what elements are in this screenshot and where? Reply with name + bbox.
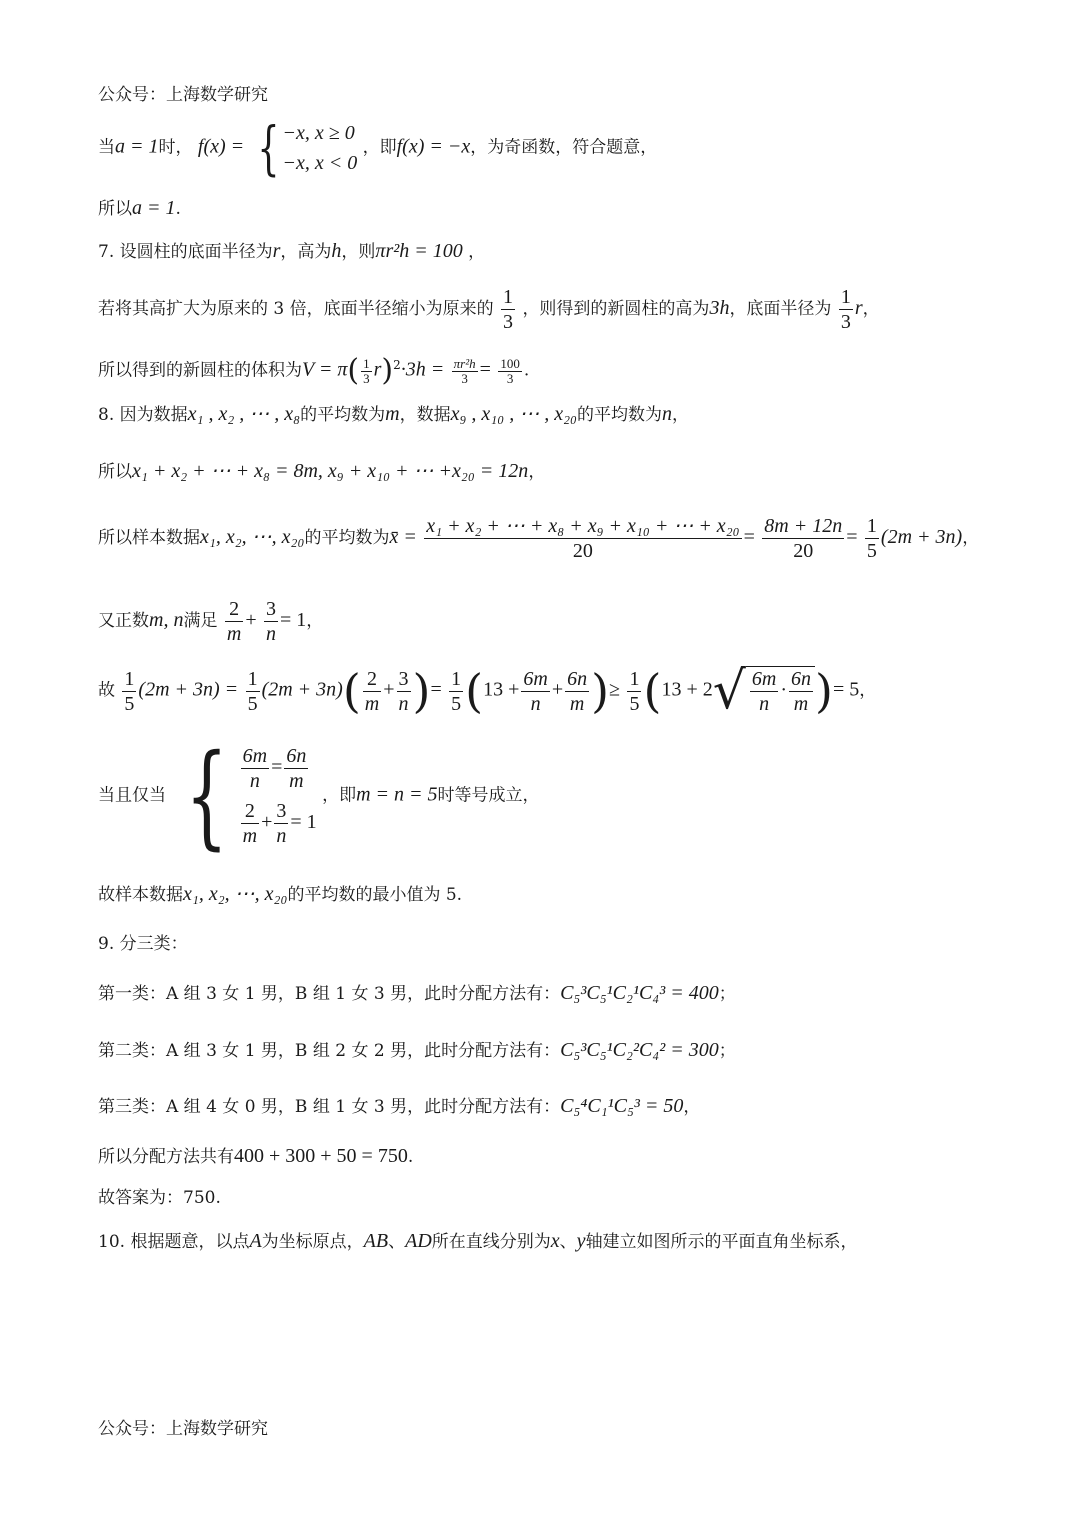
text: ；: [718, 984, 736, 1004]
denominator: m: [226, 623, 242, 645]
denominator: m: [242, 825, 258, 847]
line-q8-answer: [98, 883, 462, 906]
numerator: 2: [225, 597, 243, 622]
denominator: 5: [451, 692, 462, 715]
denominator: 3: [506, 370, 514, 386]
text: 轴建立如图所示的平面直角坐标系，: [585, 1232, 858, 1252]
denominator: 3: [461, 370, 468, 386]
text: 第二类：A 组 3 女 1 男，B 组 2 女 2 男，此时分配方法有：: [98, 1041, 561, 1061]
math: C₅⁴C₁¹C₅³ = 50: [560, 1095, 684, 1117]
math: ·3h =: [400, 358, 445, 381]
fraction: [789, 667, 813, 716]
fraction: [363, 667, 381, 716]
text: 若将其高扩大为原来的 3 倍，底面半径缩小为原来的: [98, 299, 494, 319]
text: ，: [462, 242, 486, 262]
numerator: 3: [276, 800, 287, 822]
denominator: m: [364, 692, 380, 715]
text: ，: [683, 1097, 701, 1117]
math: 3h: [709, 297, 730, 319]
text: 所在直线分别为: [431, 1232, 551, 1252]
math: AB: [363, 1230, 389, 1252]
numerator: 1: [840, 286, 851, 308]
math: x₁ + x₂ + ⋯ + x₈ = 8m, x₉ + x₁₀ + ⋯ +x₂₀ = 12n: [132, 460, 529, 482]
fraction: [452, 357, 478, 386]
fraction: [865, 514, 879, 563]
denominator: m: [289, 770, 304, 792]
text: 为坐标原点，: [261, 1232, 364, 1252]
numerator: x₁ + x₂ + ⋯ + x₈ + x₉ + x₁₀ + ⋯ + x₂₀: [426, 515, 740, 537]
numerator: 6m: [523, 667, 548, 690]
math: x₁ , x₂ , ⋯ , x₈: [187, 403, 301, 425]
line-q8-sums: [98, 460, 545, 483]
text: 故样本数据: [98, 885, 183, 905]
text: ；: [718, 1041, 736, 1061]
math: AD: [405, 1230, 432, 1252]
text: 当: [98, 137, 115, 158]
case-row: [239, 799, 317, 848]
denominator: n: [398, 692, 409, 715]
text: ，即: [362, 137, 397, 158]
denominator: 5: [866, 540, 877, 562]
line-q8-mean: [98, 514, 979, 563]
text: .: [175, 199, 181, 219]
line-q7-volume: 所以得到的新圆柱的体积为V = π( $\frac{1}{3}$ r)$^2$·3h = $\frac{\text{πr²h}}{3}$ = $\frac{100}{3}$ .: [98, 353, 530, 388]
fraction: [361, 357, 372, 386]
math: 13 + 2: [661, 678, 713, 701]
text: 第三类：A 组 4 女 0 男，B 组 1 女 3 男，此时分配方法有：: [98, 1097, 561, 1117]
math: =: [479, 358, 491, 381]
math: (2m + 3n) =: [138, 678, 239, 701]
math: C₅³C₅¹C₂¹C₄³ = 400: [560, 982, 719, 1004]
text: ，即: [322, 785, 357, 806]
text: 的平均数的最小值为 5.: [287, 885, 463, 905]
math: +: [261, 811, 273, 834]
denominator: 20: [572, 540, 593, 562]
numerator: 1: [451, 667, 462, 690]
math: ≥: [609, 678, 621, 701]
math: a = 1: [132, 197, 176, 219]
text: 时等号成立，: [437, 785, 540, 806]
text: ，: [528, 462, 546, 482]
numerator: 1: [629, 667, 640, 690]
fraction: [565, 667, 589, 716]
text: 故: [98, 680, 115, 701]
page-footer: 公众号：上海数学研究: [98, 1419, 268, 1439]
fraction: [225, 597, 243, 646]
denominator: n: [266, 623, 276, 645]
math: f(x) =: [197, 135, 245, 158]
numerator: 1: [363, 355, 370, 371]
case-row: [239, 744, 317, 793]
paren: ): [591, 664, 610, 718]
line-q7-setup: [98, 240, 485, 263]
numerator: 2: [241, 799, 259, 824]
text: 的平均数为: [304, 528, 390, 548]
text: ，为奇函数，符合题意，: [470, 137, 658, 158]
sqrt-sign: √: [712, 661, 746, 721]
math: = 1: [280, 609, 307, 631]
line-q9-case2: [98, 1039, 736, 1062]
math: +: [383, 678, 395, 701]
text: ，: [671, 405, 689, 425]
text: 所以得到的新圆柱的体积为: [98, 360, 302, 381]
denominator: 3: [840, 311, 851, 333]
math: n: [661, 403, 672, 425]
text: .: [407, 1147, 414, 1167]
fraction: [501, 285, 515, 334]
sqrt-body: [746, 666, 815, 716]
math: = 1: [290, 811, 317, 834]
text: .: [523, 360, 530, 381]
numerator: 1: [247, 667, 258, 690]
line-odd-function-check: [98, 114, 658, 182]
math: V = π: [302, 358, 348, 381]
fraction: [839, 285, 853, 334]
denominator: 5: [629, 692, 640, 715]
math: =: [271, 756, 283, 779]
fraction: [521, 667, 549, 716]
fraction: [762, 514, 844, 563]
text: 所以: [98, 462, 132, 482]
fraction: [498, 357, 522, 386]
numerator: 2: [363, 667, 381, 692]
math: y: [576, 1230, 586, 1252]
text: 的平均数为: [576, 405, 662, 425]
numerator: 6n: [790, 668, 811, 690]
text: 所以样本数据: [98, 528, 200, 548]
line-q9-case3: [98, 1095, 700, 1118]
fraction: [122, 667, 136, 716]
denominator: 5: [247, 692, 258, 715]
numerator: 6m: [751, 668, 777, 690]
math: (2m + 3n): [880, 526, 963, 548]
denominator: 5: [124, 692, 135, 715]
text: 7. 设圆柱的底面半径为: [98, 242, 273, 262]
math: πr²h = 100: [375, 240, 463, 262]
fraction: [264, 597, 278, 646]
text: ，数据: [399, 405, 451, 425]
page-header: 公众号：上海数学研究: [98, 85, 268, 105]
text: 当且仅当: [98, 785, 166, 806]
math: ·: [780, 679, 787, 701]
case-row: −x, x ≥ 0: [282, 122, 355, 144]
paren: (: [347, 353, 360, 388]
math: h: [331, 240, 342, 262]
math: +: [245, 609, 257, 631]
fraction: [246, 667, 260, 716]
math: m = n = 5: [356, 783, 438, 806]
math: A: [249, 1230, 262, 1252]
numerator: πr²h: [453, 355, 476, 371]
numerator: 100: [500, 355, 520, 371]
text: 10. 根据题意，以点: [98, 1232, 250, 1252]
numerator: 1: [866, 515, 877, 537]
fraction: [750, 667, 778, 716]
math: a = 1: [115, 135, 159, 158]
math: r: [854, 297, 863, 319]
denominator: n: [276, 825, 287, 847]
text: 8. 因为数据: [98, 405, 188, 425]
text: ，高为: [280, 242, 332, 262]
text: 、: [559, 1232, 577, 1252]
math: m, n: [149, 609, 184, 631]
fraction: [397, 667, 411, 716]
math: C₅³C₅¹C₂²C₄² = 300: [560, 1039, 719, 1061]
math: x₁, x₂, ⋯, x₂₀: [183, 883, 288, 905]
case-row: −x, x < 0: [282, 152, 358, 174]
line-q9-intro: 9. 分三类：: [98, 934, 188, 954]
text: ，则: [341, 242, 376, 262]
equality-cases: [171, 731, 317, 861]
left-brace: {: [185, 731, 229, 861]
text: 满足: [183, 611, 218, 631]
numerator: 1: [503, 286, 514, 308]
numerator: 6n: [286, 745, 307, 767]
numerator: 3: [398, 667, 409, 690]
denominator: m: [569, 692, 585, 715]
fraction: [627, 667, 641, 716]
math: x: [550, 1230, 560, 1252]
math: =: [430, 678, 442, 701]
denominator: n: [759, 693, 770, 715]
math: (2m + 3n): [261, 678, 343, 701]
paren: ): [381, 353, 394, 388]
piecewise-cases: [250, 114, 358, 182]
numerator: 8m + 12n: [764, 515, 843, 537]
text: 的平均数为: [300, 405, 386, 425]
math: =: [743, 526, 755, 548]
math: x̄ =: [389, 526, 417, 548]
text: ，: [862, 299, 880, 319]
line-q10-setup: [98, 1230, 858, 1253]
line-q9-total: [98, 1145, 413, 1168]
line-q8-equality-condition: [98, 731, 540, 861]
paren: (: [643, 664, 662, 718]
paren: ): [412, 664, 431, 718]
line-q8-setup: [98, 403, 689, 426]
math: =: [846, 526, 858, 548]
paren: ): [814, 664, 833, 718]
math: = 5: [832, 678, 860, 701]
text: ，: [859, 680, 877, 701]
numerator: 6n: [567, 667, 588, 690]
numerator: 6m: [242, 745, 268, 767]
math: x₁, x₂, ⋯, x₂₀: [200, 526, 305, 548]
text: 、: [388, 1232, 406, 1252]
paren: (: [465, 664, 484, 718]
text: ，底面半径为: [729, 299, 832, 319]
denominator: 3: [363, 370, 370, 386]
text: 所以: [98, 199, 132, 219]
denominator: n: [249, 770, 260, 792]
math: 13 +: [483, 678, 520, 701]
math: x₉ , x₁₀ , ⋯ , x₂₀: [450, 403, 577, 425]
text: 第一类：A 组 3 女 1 男，B 组 1 女 3 男，此时分配方法有：: [98, 984, 561, 1004]
text: 所以分配方法共有: [98, 1147, 234, 1167]
numerator: 3: [266, 598, 276, 620]
text: 又正数: [98, 611, 149, 631]
numerator: 1: [124, 667, 135, 690]
text: ，则得到的新圆柱的高为: [522, 299, 710, 319]
text: ，: [306, 611, 324, 631]
denominator: m: [793, 693, 809, 715]
denominator: n: [530, 692, 541, 715]
line-q7-scaling: [98, 285, 880, 334]
line-q8-constraint: [98, 597, 323, 646]
math: f(x) = −x: [396, 135, 471, 158]
line-q8-inequality: [98, 661, 877, 721]
line-q9-answer: 故答案为：750.: [98, 1188, 221, 1208]
text: ，: [962, 528, 980, 548]
denominator: 20: [793, 540, 814, 562]
fraction: [449, 667, 463, 716]
fraction: [424, 514, 741, 563]
math: r: [272, 240, 281, 262]
text: 时，: [158, 137, 193, 158]
math: +: [551, 678, 564, 701]
line-q9-case1: [98, 982, 736, 1005]
paren: (: [342, 664, 361, 718]
line-conclusion-a: [98, 197, 181, 220]
math: m: [385, 403, 400, 425]
denominator: 3: [503, 311, 514, 333]
math: 400 + 300 + 50 = 750: [234, 1145, 408, 1167]
left-brace: {: [256, 114, 280, 182]
